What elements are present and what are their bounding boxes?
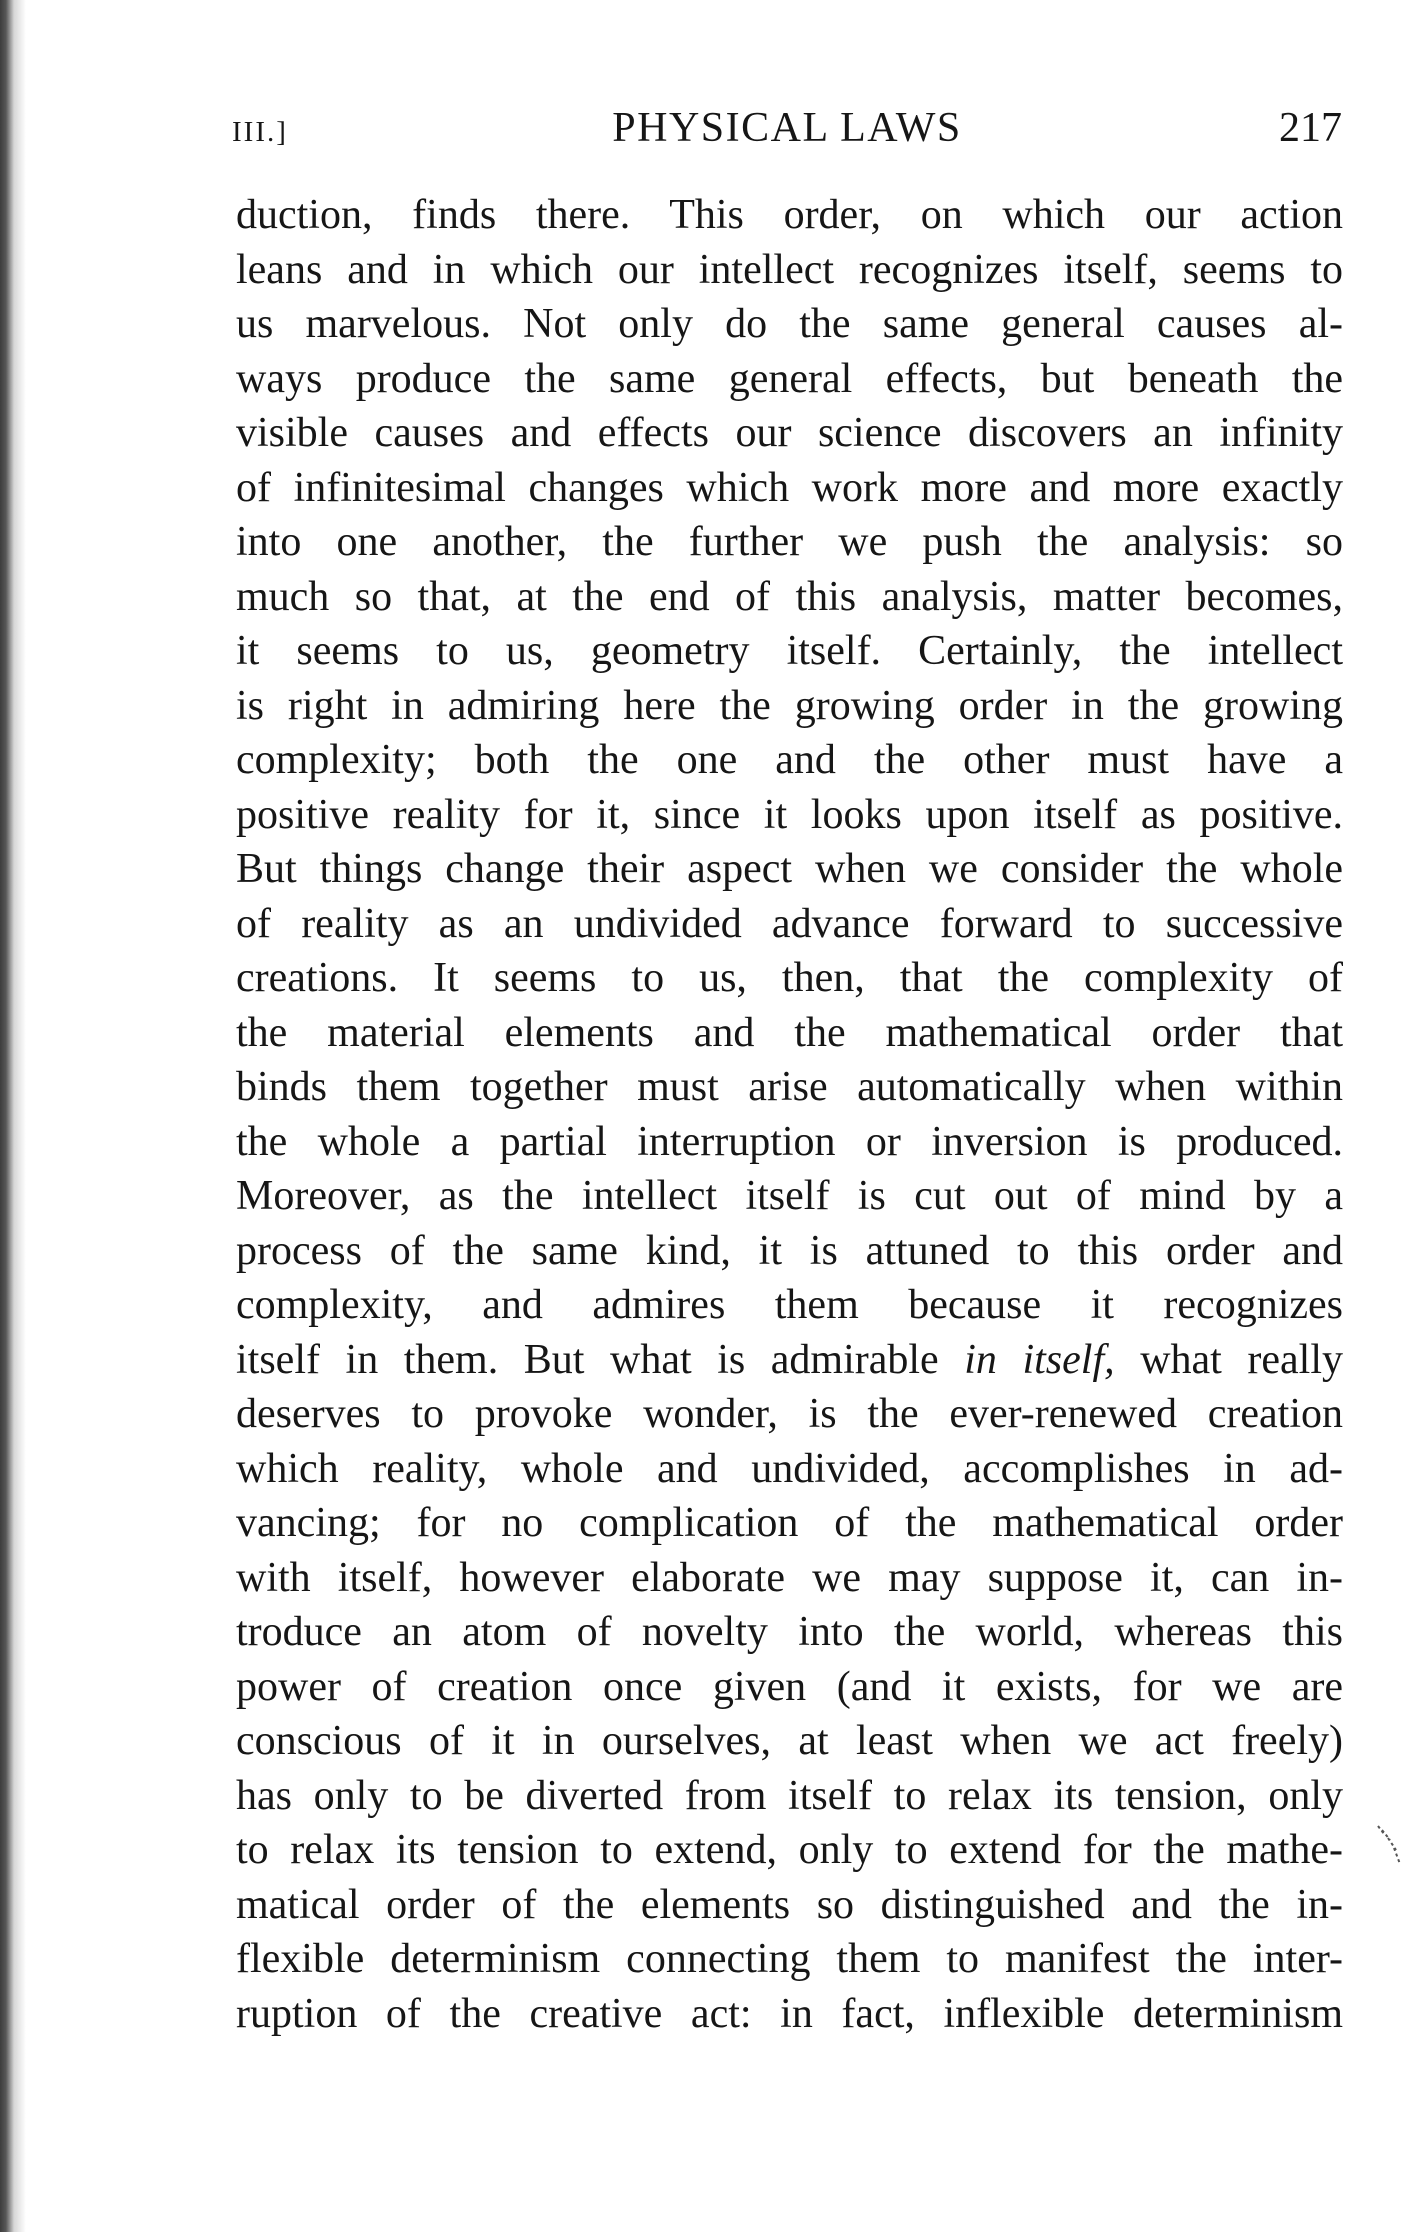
text-line: of infinitesimal changes which work more and more exactly	[236, 464, 1343, 511]
text-line: the material elements and the mathematical order that	[236, 1009, 1343, 1056]
text-line: vancing; for no complication of the mathematical order	[236, 1500, 1343, 1546]
running-title: PHYSICAL LAWS	[612, 105, 962, 151]
text-line: complexity, and admires them because it recognizes	[236, 1282, 1343, 1328]
text-line: process of the same kind, it is attuned to this order and	[236, 1227, 1343, 1274]
text-line: duction, finds there. This order, on which our action	[236, 192, 1343, 238]
text-line: into one another, the further we push the analysis: so	[236, 519, 1343, 565]
text-line: Moreover, as the intellect itself is cut out of mind by a	[236, 1173, 1343, 1219]
text-line: visible causes and effects our science discovers an infinity	[236, 410, 1343, 456]
text-line: which reality, whole and undivided, accomplishes in ad-	[236, 1445, 1343, 1492]
text-line: with itself, however elaborate we may suppose it, can in-	[236, 1554, 1343, 1601]
text-line: leans and in which our intellect recognizes itself, seems to	[236, 246, 1343, 293]
text-line: troduce an atom of novelty into the world, whereas this	[236, 1609, 1343, 1655]
text-line: of reality as an undivided advance forward to successive	[236, 900, 1343, 947]
text-line: binds them together must arise automatically when within	[236, 1064, 1343, 1110]
binding-edge-shadow	[0, 0, 26, 2232]
text-line: complexity; both the one and the other must have a	[236, 737, 1343, 783]
text-line: much so that, at the end of this analysis, matter becomes,	[236, 573, 1343, 620]
text-line: But things change their aspect when we consider the whole	[236, 846, 1343, 892]
text-line: ways produce the same general effects, but beneath the	[236, 355, 1343, 402]
text-line: ruption of the creative act: in fact, inflexible determinism	[236, 1990, 1343, 2037]
text-line: flexible determinism connecting them to manifest the inter-	[236, 1936, 1343, 1982]
text-segment: what really	[1114, 1336, 1343, 1383]
body-paragraph	[236, 188, 1343, 2041]
text-line: the whole a partial interruption or inversion is produced.	[236, 1118, 1343, 1165]
text-line: has only to be diverted from itself to relax its tension, only	[236, 1772, 1343, 1819]
text-line: to relax its tension to extend, only to extend for the mathe-	[236, 1827, 1343, 1873]
text-line: matical order of the elements so distinguished and the in-	[236, 1881, 1343, 1928]
text-line-with-italic	[236, 1333, 1343, 1388]
margin-pencil-mark	[1374, 1820, 1404, 1870]
text-line: conscious of it in ourselves, at least when we act freely)	[236, 1718, 1343, 1764]
running-header	[232, 104, 1342, 164]
text-line: creations. It seems to us, then, that the complexity of	[236, 955, 1343, 1001]
text-segment: itself in them. But what is admirable	[236, 1336, 965, 1383]
text-line: power of creation once given (and it exists, for we are	[236, 1663, 1343, 1710]
chapter-number: III.]	[232, 116, 288, 148]
italic-phrase: in itself,	[964, 1336, 1115, 1383]
text-line: is right in admiring here the growing order in the growing	[236, 682, 1343, 729]
text-line: it seems to us, geometry itself. Certainly, the intellect	[236, 628, 1343, 674]
text-line: us marvelous. Not only do the same general causes al-	[236, 301, 1343, 347]
text-line: deserves to provoke wonder, is the ever-renewed creation	[236, 1391, 1343, 1437]
page-number: 217	[1279, 105, 1342, 151]
text-line: positive reality for it, since it looks upon itself as positive.	[236, 791, 1343, 838]
